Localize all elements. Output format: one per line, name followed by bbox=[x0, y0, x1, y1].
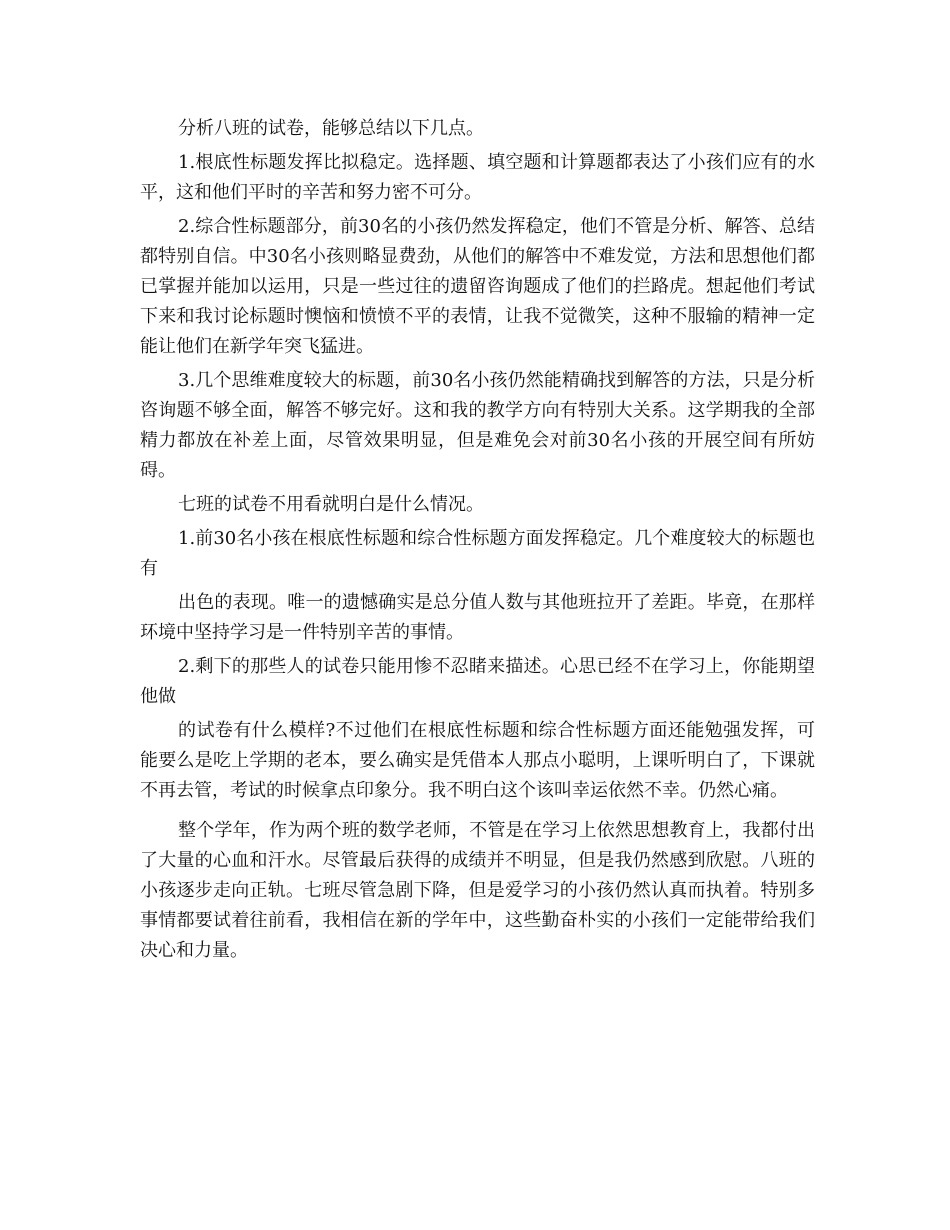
paragraph-class8-point1: 1.根底性标题发挥比拟稳定。选择题、填空题和计算题都表达了小孩们应有的水平，这和他们平时的辛苦和努力密不可分。 bbox=[140, 152, 815, 203]
paragraph-class7-point1: 1.前30名小孩在根底性标题和综合性标题方面发挥稳定。几个难度较大的标题也有 bbox=[140, 528, 815, 579]
paragraph-class8-point2: 2.综合性标题部分，前30名的小孩仍然发挥稳定，他们不管是分析、解答、总结都特别自信。中30名小孩则略显费劲，从他们的解答中不难发觉，方法和思想他们都已掌握并能加以运用，只是一些过往的遗留咨询题成了他们的拦路虎。想起他们考试下来和我讨论标题时懊恼和愤愤不平的表情，让我不觉微笑，这种不服输的精神一定能让他们在新学年突飞猛进。 bbox=[140, 216, 815, 357]
paragraph-class7-point2-cont: 的试卷有什么模样?不过他们在根底性标题和综合性标题方面还能勉强发挥，可能要么是吃上学期的老本，要么确实是凭借本人那点小聪明，上课听明白了，下课就不再去管，考试的时候拿点印象分。我不明白这个该叫幸运依然不幸。仍然心痛。 bbox=[140, 720, 815, 801]
paragraph-class7-point1-cont: 出色的表现。唯一的遗憾确实是总分值人数与其他班拉开了差距。毕竟，在那样环境中坚持学习是一件特别辛苦的事情。 bbox=[140, 592, 815, 643]
document-page bbox=[140, 114, 815, 966]
paragraph-conclusion: 整个学年，作为两个班的数学老师，不管是在学习上依然思想教育上，我都付出了大量的心血和汗水。尽管最后获得的成绩并不明显，但是我仍然感到欣慰。八班的小孩逐步走向正轨。七班尽管急剧下降，但是爱学习的小孩仍然认真而执着。特别多事情都要试着往前看，我相信在新的学年中，这些勤奋朴实的小孩们一定能带给我们决心和力量。 bbox=[140, 820, 815, 961]
paragraph-class7-intro: 七班的试卷不用看就明白是什么情况。 bbox=[178, 494, 484, 515]
paragraph-class7-point2: 2.剩下的那些人的试卷只能用惨不忍睹来描述。心思已经不在学习上，你能期望他做 bbox=[140, 656, 815, 707]
paragraph-class8-point3: 3.几个思维难度较大的标题，前30名小孩仍然能精确找到解答的方法，只是分析咨询题不够全面，解答不够完好。这和我的教学方向有特别大关系。这学期我的全部精力都放在补差上面，尽管效果明显，但是难免会对前30名小孩的开展空间有所妨碍。 bbox=[140, 370, 815, 481]
paragraph-class8-intro: 分析八班的试卷，能够总结以下几点。 bbox=[178, 118, 484, 139]
